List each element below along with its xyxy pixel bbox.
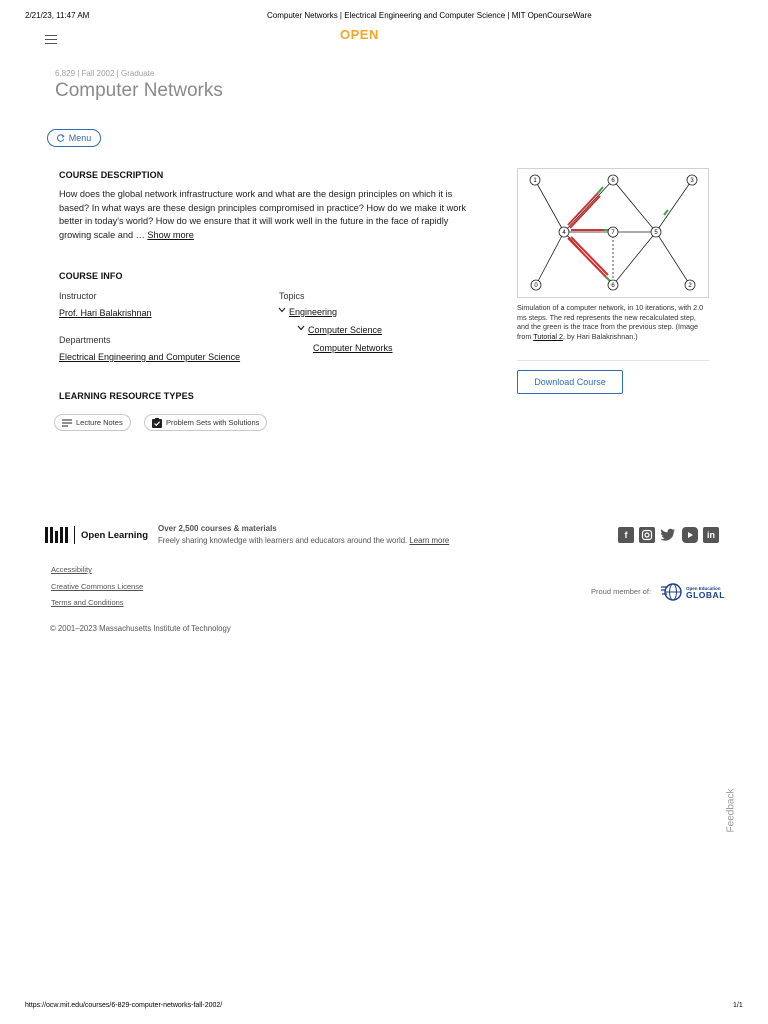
course-info-heading: COURSE INFO	[59, 271, 123, 281]
course-menu-button[interactable]	[47, 129, 101, 147]
page-title: Computer Networks	[55, 80, 223, 101]
node-label: 7	[611, 230, 615, 237]
description-heading: COURSE DESCRIPTION	[59, 170, 164, 180]
resource-chip-problem-sets[interactable]	[144, 414, 267, 431]
node-label: 0	[534, 283, 538, 290]
oeg-small-text: Open Education	[686, 586, 721, 591]
footer-link-terms[interactable]: Terms and Conditions	[51, 598, 124, 607]
checkbox-icon	[152, 418, 162, 428]
proud-member-label: Proud member of:	[591, 587, 652, 596]
instructor-link[interactable]: Prof. Hari Balakrishnan	[59, 308, 152, 318]
caption-tutorial-link[interactable]: Tutorial 2	[533, 331, 563, 341]
node-label: 2	[688, 283, 692, 290]
node-label: 1	[533, 178, 537, 185]
instructor-label: Instructor	[59, 291, 97, 301]
resource-chip-label: Lecture Notes	[76, 418, 123, 427]
footer-tagline-text: Freely sharing knowledge with learners and educators around the world.	[158, 536, 408, 545]
footer-tagline-title: Over 2,500 courses & materials	[158, 524, 277, 533]
footer-link-accessibility[interactable]: Accessibility	[51, 565, 92, 574]
resource-chip-lecture-notes[interactable]	[54, 414, 131, 431]
mit-open-learning-logo[interactable]	[45, 526, 148, 544]
print-url: https://ocw.mit.edu/courses/6-829-computer-networks-fall-2002/	[25, 1002, 223, 1009]
network-nodes	[530, 175, 697, 290]
globe-icon	[661, 582, 683, 602]
download-course-button[interactable]: Download Course	[517, 370, 623, 394]
node-label: 5	[654, 230, 658, 237]
mit-logo-icon	[45, 527, 68, 543]
course-breadcrumb: 6.829 | Fall 2002 | Graduate	[55, 69, 155, 78]
topic-link-computer-science[interactable]: Computer Science	[308, 325, 383, 335]
resource-types-heading: LEARNING RESOURCE TYPES	[59, 391, 194, 401]
node-label: 6	[611, 283, 615, 290]
course-description	[59, 188, 474, 242]
footer-tagline	[158, 536, 449, 545]
node-label: 4	[562, 230, 566, 237]
topic-link-engineering[interactable]: Engineering	[289, 307, 338, 317]
hamburger-icon[interactable]	[45, 35, 57, 44]
refresh-icon	[57, 134, 65, 142]
chevron-down-icon[interactable]	[297, 325, 305, 331]
network-simulation-image	[517, 168, 709, 298]
open-learning-text: Open Learning	[81, 529, 149, 541]
departments-label: Departments	[59, 335, 111, 345]
caption-text-end: , by Hari Balakrishnan.)	[562, 331, 638, 341]
print-page-count: 1/1	[733, 1002, 743, 1009]
footer-link-creative-commons[interactable]: Creative Commons License	[51, 582, 144, 591]
facebook-icon[interactable]: f	[618, 527, 634, 543]
site-logo[interactable]: OPEN	[340, 27, 379, 42]
description-text: How does the global network infrastructure work and what are the design principles on which it is based? In what ways are these design principles compromised in practice? How do we make it work better in today's world? How do we ensure that it will work well in the future in the face of rapidly growing scale and …	[59, 189, 466, 240]
resource-chip-label: Problem Sets with Solutions	[166, 418, 260, 427]
divider	[517, 360, 709, 361]
youtube-icon[interactable]	[682, 527, 698, 543]
node-label: 6	[611, 178, 615, 185]
department-link[interactable]: Electrical Engineering and Computer Science	[59, 352, 241, 362]
caption-text: Simulation of a computer network, in 10 iterations, with 2.0 ms steps. The red represents the new recalculated step, and the green is the trace from the previous step. (Image from	[517, 303, 704, 341]
oeg-big-text: GLOBAL	[686, 590, 725, 600]
feedback-tab[interactable]: Feedback	[725, 788, 737, 833]
node-label: 3	[690, 178, 694, 185]
twitter-icon[interactable]	[660, 527, 676, 543]
linkedin-icon[interactable]: in	[703, 527, 719, 543]
chevron-down-icon[interactable]	[278, 307, 286, 313]
notes-icon	[62, 419, 72, 427]
topics-label: Topics	[279, 291, 305, 301]
print-page-title: Computer Networks | Electrical Engineering and Computer Science | MIT OpenCourseWare	[267, 11, 592, 20]
show-more-link[interactable]: Show more	[147, 229, 194, 240]
open-education-global-logo[interactable]	[661, 582, 725, 602]
topic-link-computer-networks[interactable]: Computer Networks	[313, 343, 393, 353]
copyright: © 2001–2023 Massachusetts Institute of Technology	[50, 624, 231, 633]
network-diagram	[518, 169, 708, 297]
image-caption	[517, 303, 709, 341]
print-datetime: 2/21/23, 11:47 AM	[25, 11, 90, 20]
instagram-icon[interactable]	[639, 527, 655, 543]
learn-more-link[interactable]: Learn more	[409, 536, 450, 545]
menu-button-label: Menu	[68, 133, 92, 143]
